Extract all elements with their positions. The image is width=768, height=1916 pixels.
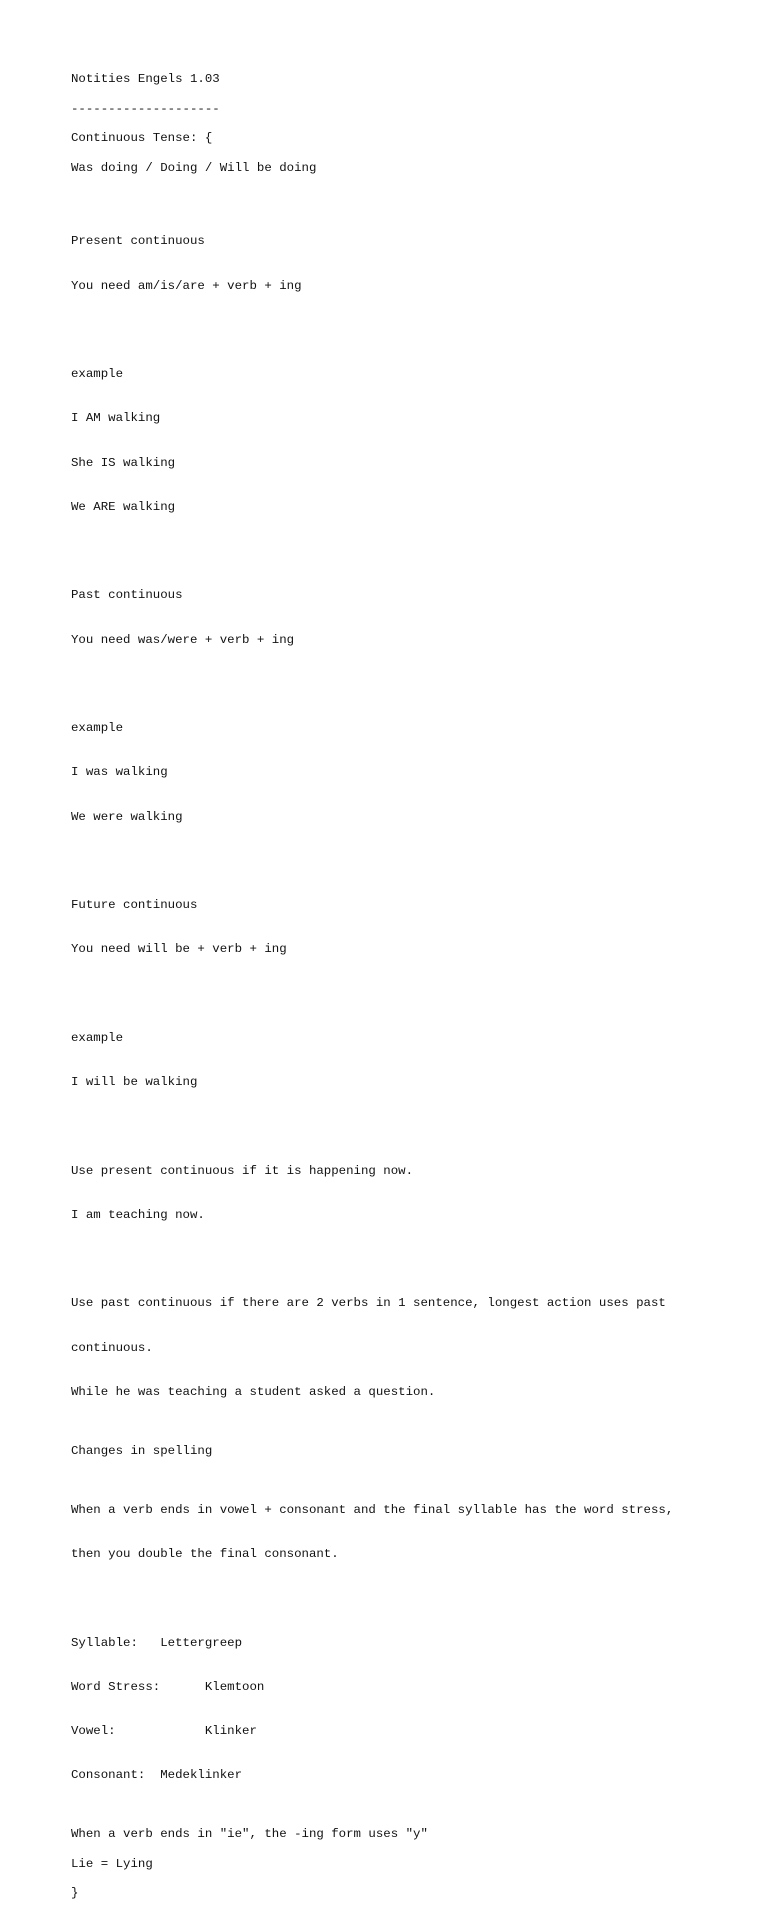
example-line: We ARE walking <box>71 499 176 514</box>
use-past-example: While he was teaching a student asked a question. <box>71 1384 436 1399</box>
use-past-rule-line: continuous. <box>71 1340 153 1355</box>
spelling-rule-block <box>71 1473 731 1591</box>
present-heading: Present continuous <box>71 234 205 249</box>
glossary-line: Consonant: Medeklinker <box>71 1768 243 1783</box>
ie-rule: When a verb ends in "ie", the -ing form uses "y" <box>71 1827 428 1842</box>
example-label: example <box>71 1030 124 1045</box>
use-present-rule: Use present continuous if it is happening now. <box>71 1163 414 1178</box>
future-example-block <box>71 1001 731 1119</box>
use-present-example: I am teaching now. <box>71 1207 205 1222</box>
spelling-rule-line: When a verb ends in vowel + consonant and the final syllable has the word stress, <box>71 1502 674 1517</box>
glossary-line: Vowel: Klinker <box>71 1724 257 1738</box>
section-close: } <box>71 1886 79 1901</box>
future-rule: You need will be + verb + ing <box>71 942 287 957</box>
ie-example: Lie = Lying <box>71 1856 153 1871</box>
future-heading: Future continuous <box>71 898 198 912</box>
example-line: She IS walking <box>71 455 176 470</box>
use-present-block <box>71 1134 731 1252</box>
present-example-block <box>71 338 731 545</box>
example-line: I AM walking <box>71 411 161 426</box>
present-rule: You need am/is/are + verb + ing <box>71 278 302 293</box>
document-title: Notities Engels 1.03 <box>71 72 220 86</box>
past-continuous-block <box>71 559 731 677</box>
present-continuous-block <box>71 205 731 323</box>
spelling-heading: Changes in spelling <box>71 1443 213 1458</box>
example-line: I will be walking <box>71 1075 198 1089</box>
glossary-line: Syllable: Lettergreep <box>71 1635 243 1650</box>
future-continuous-block <box>71 869 731 987</box>
example-label: example <box>71 721 124 735</box>
past-rule: You need was/were + verb + ing <box>71 632 295 647</box>
use-past-block <box>71 1267 731 1429</box>
past-heading: Past continuous <box>71 588 183 603</box>
glossary-line: Word Stress: Klemtoon <box>71 1679 265 1694</box>
separator-line: -------------------- <box>71 101 220 116</box>
document-page <box>71 72 731 1916</box>
past-example-block <box>71 692 731 854</box>
glossary-block <box>71 1606 731 1813</box>
use-past-rule-line: Use past continuous if there are 2 verbs in 1 sentence, longest action uses past <box>71 1296 666 1311</box>
example-label: example <box>71 367 124 381</box>
example-line: I was walking <box>71 765 168 780</box>
section-open: Continuous Tense: { <box>71 131 213 145</box>
forms-line: Was doing / Doing / Will be doing <box>71 160 317 175</box>
spelling-rule-line: then you double the final consonant. <box>71 1547 339 1561</box>
example-line: We were walking <box>71 809 183 824</box>
